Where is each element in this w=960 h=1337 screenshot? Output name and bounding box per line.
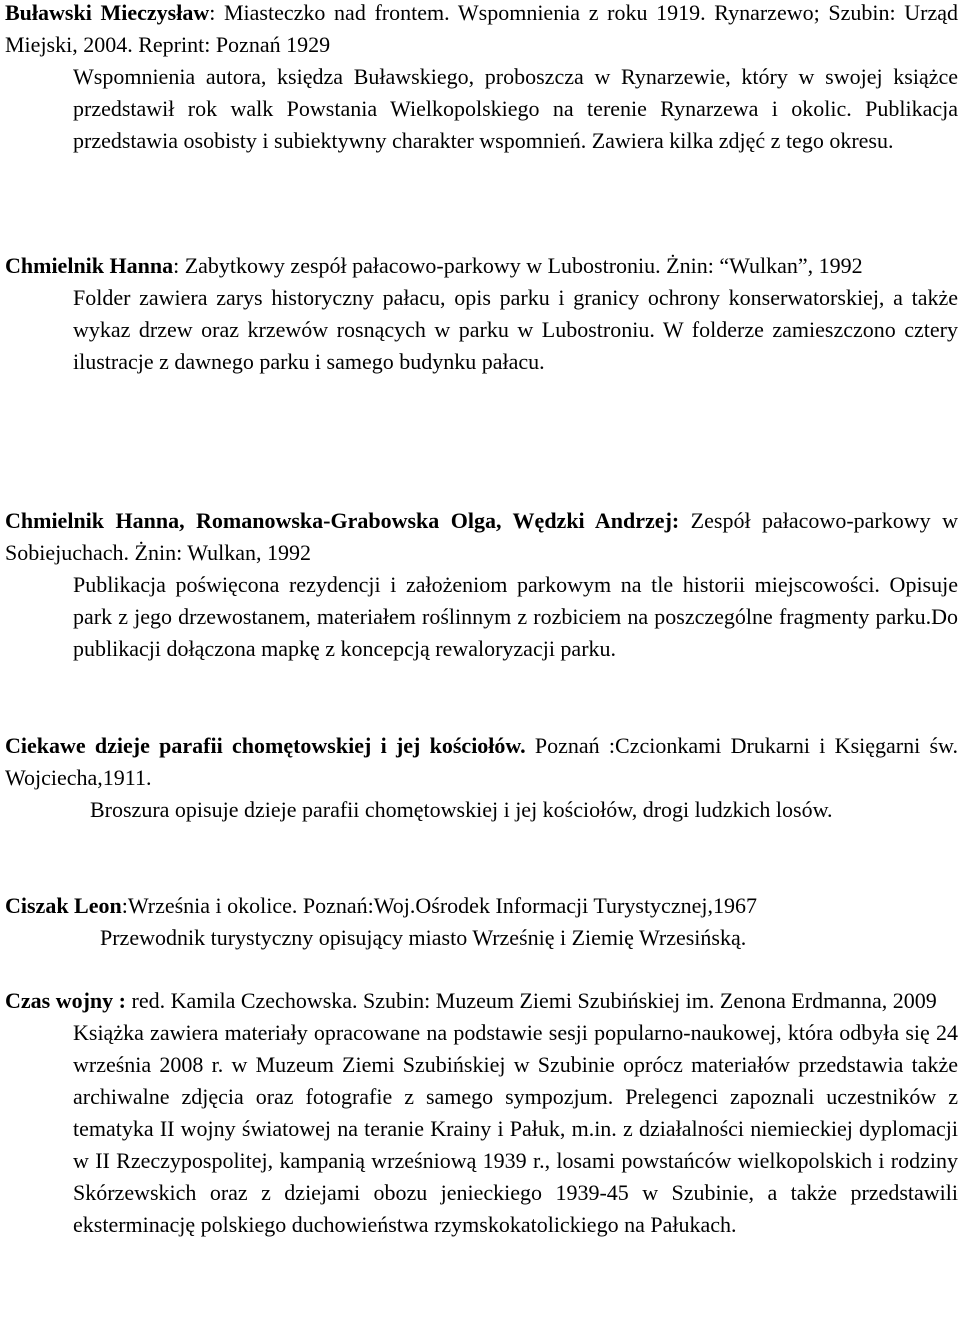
bibliography-entry (5, 250, 958, 378)
entry-description: Folder zawiera zarys historyczny pałacu, opis parku i granicy ochrony konserwatorskiej, a także wykaz drzew oraz krzewów rosnących w parku w Lubostroniu. W folderze zamieszczono cztery ilustracje z dawnego parku i samego budynku pałacu. (73, 285, 958, 374)
bibliography-entry (5, 985, 958, 1241)
entry-author: Chmielnik Hanna (5, 253, 174, 278)
bibliography-entry (5, 730, 958, 826)
entry-citation (5, 0, 958, 61)
entry-description: Przewodnik turystyczny opisujący miasto Wrześnię i Ziemię Wrzesińską. (100, 925, 747, 950)
entry-citation (5, 985, 958, 1017)
entry-title: Poznań :Czcionkami Drukarni i Księgarni św. Wojciecha,1911. (5, 733, 959, 790)
entry-author: Ciszak Leon (5, 893, 122, 918)
entry-author: Ciekawe dzieje parafii chomętowskiej i jej kościołów. (5, 733, 526, 758)
entry-title: Zespół pałacowo-parkowy w Sobiejuchach. Żnin: Wulkan, 1992 (5, 508, 958, 565)
entry-citation (5, 505, 958, 569)
entry-title: red. Kamila Czechowska. Szubin: Muzeum Ziemi Szubińskiej im. Zenona Erdmanna, 2009 (126, 988, 937, 1013)
entry-title: : Zabytkowy zespół pałacowo-parkowy w Lubostroniu. Żnin: “Wulkan”, 1992 (173, 253, 863, 278)
entry-title: : Miasteczko nad frontem. Wspomnienia z roku 1919. Rynarzewo; Szubin: Urząd Miejski, 2004. Reprint: Poznań 1929 (5, 0, 958, 57)
entry-citation (5, 730, 958, 794)
bibliography-entry (5, 505, 958, 665)
entry-description: Broszura opisuje dzieje parafii chomętowskiej i jej kościołów, drogi ludzkich losów. (90, 797, 833, 822)
entry-author: Czas wojny : (5, 988, 126, 1013)
entry-title: :Września i okolice. Poznań:Woj.Ośrodek Informacji Turystycznej,1967 (121, 893, 757, 918)
entry-description: Wspomnienia autora, księdza Buławskiego, proboszcza w Rynarzewie, który w swojej książce przedstawił rok walk Powstania Wielkopolskiego na terenie Rynarzewa i okolic. Publikacja przedstawia osobisty i subiektywny charakter wspomnień. Zawiera kilka zdjęć z tego okresu. (73, 64, 958, 153)
entry-description: Książka zawiera materiały opracowane na podstawie sesji popularno-naukowej, która odbyła się 24 września 2008 r. w Muzeum Ziemi Szubińskiej w Szubinie oprócz materiałów przedstawia także archiwalne zdjęcia oraz fotografie z samego sympozjum. Prelegenci zapoznali uczestników z tematyka II wojny światowej na teranie Krainy i Pałuk, m.in. z działalności niemieckiej dyplomacji w II Rzeczypospolitej, kampanią wrześniową 1939 r., losami powstańców wielkopolskich i rodziny Skórzewskich oraz z dziejami obozu jenieckiego 1939-45 w Szubinie, a także przedstawili eksterminację polskiego duchowieństwa rzymskokatolickiego na Pałukach. (73, 1020, 958, 1237)
entry-citation (5, 890, 958, 922)
bibliography-entry (5, 890, 958, 954)
bibliography-entry (5, 0, 958, 157)
entry-author: Chmielnik Hanna, Romanowska-Grabowska Olga, Wędzki Andrzej: (5, 508, 680, 533)
entry-citation (5, 250, 958, 282)
entry-author: Buławski Mieczysław (5, 0, 210, 25)
entry-description: Publikacja poświęcona rezydencji i założeniom parkowym na tle historii miejscowości. Opisuje park z jego drzewostanem, materiałem roślinnym z rozbiciem na poszczególne fragmenty parku.Do publikacji dołączona mapkę z koncepcją rewaloryzacji parku. (73, 572, 958, 661)
